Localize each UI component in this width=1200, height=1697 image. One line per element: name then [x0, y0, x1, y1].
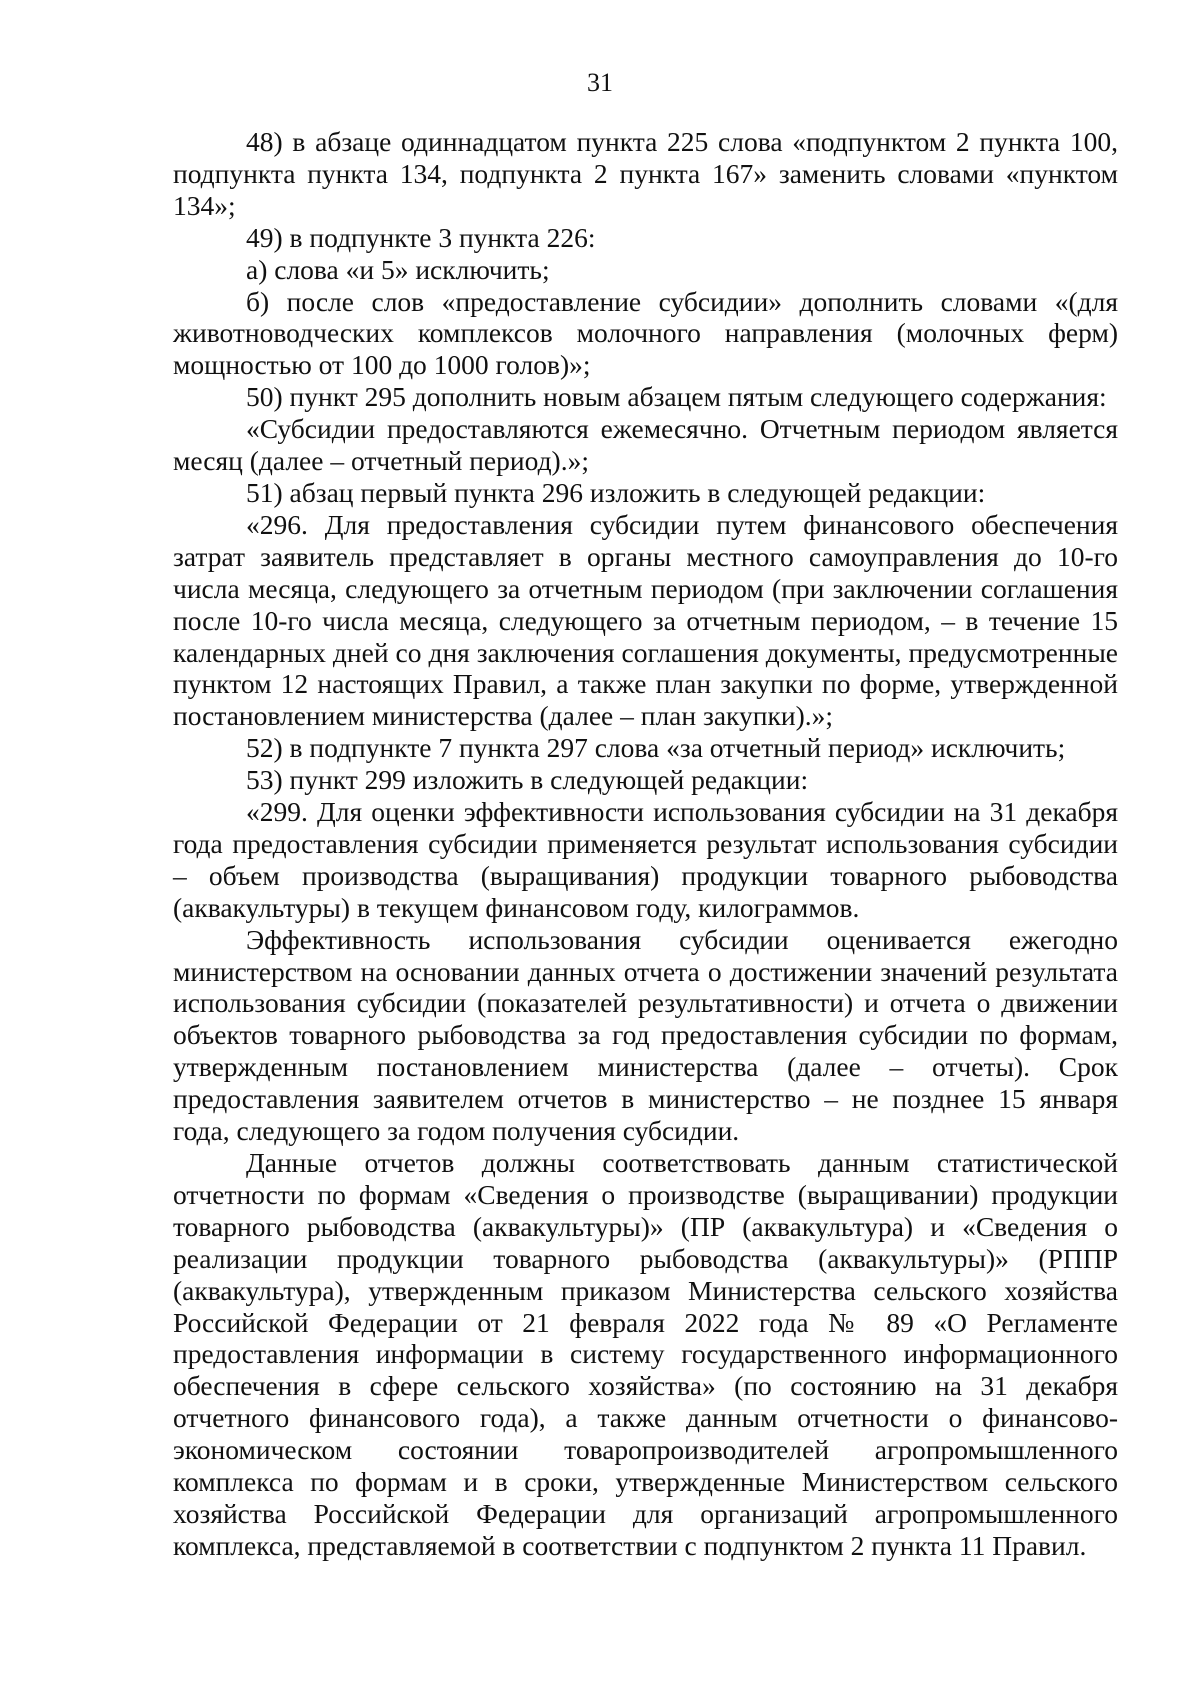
- paragraph-item-52: 52) в подпункте 7 пункта 297 слова «за отчетный период» исключить;: [246, 732, 1066, 764]
- page-number: 31: [587, 68, 613, 97]
- paragraph-efficiency: Эффективность использования субсидии оценивается ежегодно министерством на основании данных отчета о достижении значений результата использования субсидии (показателей результативности) и отчета о движении объектов товарного рыбоводства за год предоставления субсидии по формам, утвержденным постановлением министерства (далее – отчеты). Срок предоставления заявителем отчетов в министерство – не позднее 15 января года, следующего за годом получения субсидии.: [173, 923, 1118, 1147]
- paragraph-report-data: Данные отчетов должны соответствовать данным статистической отчетности по формам «Сведения о производстве (выращивании) продукции товарного рыбоводства (аквакультуры)» (ПР (аквакультура) и «Сведения о реализации продукции товарного рыбоводства (аквакультуры)» (РППР (аквакультура), утвержденным приказом Министерства сельского хозяйства Российской Федерации от 21 февраля 2022 года № 89 «О Регламенте предоставления информации в систему государственного информационного обеспечения в сфере сельского хозяйства» (по состоянию на 31 декабря отчетного финансового года), а также данным отчетности о финансово-экономическом состоянии товаропроизводителей агропромышленного комплекса по формам и в сроки, утвержденные Министерством сельского хозяйства Российской Федерации для организаций агропромышленного комплекса, представляемой в соответствии с подпунктом 2 пункта 11 Правил.: [173, 1147, 1118, 1561]
- paragraph-subitem-a: а) слова «и 5» исключить;: [246, 253, 550, 285]
- document-body: [173, 126, 1118, 1562]
- paragraph-item-48: 48) в абзаце одиннадцатом пункта 225 слова «подпунктом 2 пункта 100, подпункта пункта 134, подпункта 2 пункта 167» заменить словами «пунктом 134»;: [173, 126, 1118, 221]
- paragraph-item-51: 51) абзац первый пункта 296 изложить в следующей редакции:: [246, 476, 986, 508]
- paragraph-quote-subsidies-monthly: «Субсидии предоставляются ежемесячно. Отчетным периодом является месяц (далее – отчетный период).»;: [173, 413, 1118, 477]
- paragraph-quote-296: «296. Для предоставления субсидии путем финансового обеспечения затрат заявитель представляет в органы местного самоуправления до 10-го числа месяца, следующего за отчетным периодом (при заключении соглашения после 10-го числа месяца, следующего за отчетным периодом, – в течение 15 календарных дней со дня заключения соглашения документы, предусмотренные пунктом 12 настоящих Правил, а также план закупки по форме, утвержденной постановлением министерства (далее – план закупки).»;: [173, 508, 1118, 732]
- paragraph-item-50: 50) пункт 295 дополнить новым абзацем пятым следующего содержания:: [246, 381, 1107, 413]
- paragraph-quote-299: «299. Для оценки эффективности использования субсидии на 31 декабря года предоставления субсидии применяется результат использования субсидии – объем производства (выращивания) продукции товарного рыбоводства (аквакультуры) в текущем финансовом году, килограммов.: [173, 796, 1118, 923]
- paragraph-item-53: 53) пункт 299 изложить в следующей редакции:: [246, 764, 809, 796]
- paragraph-item-49: 49) в подпункте 3 пункта 226:: [246, 221, 596, 253]
- paragraph-subitem-b: б) после слов «предоставление субсидии» дополнить словами «(для животноводческих комплексов молочного направления (молочных ферм) мощностью от 100 до 1000 голов)»;: [173, 285, 1118, 381]
